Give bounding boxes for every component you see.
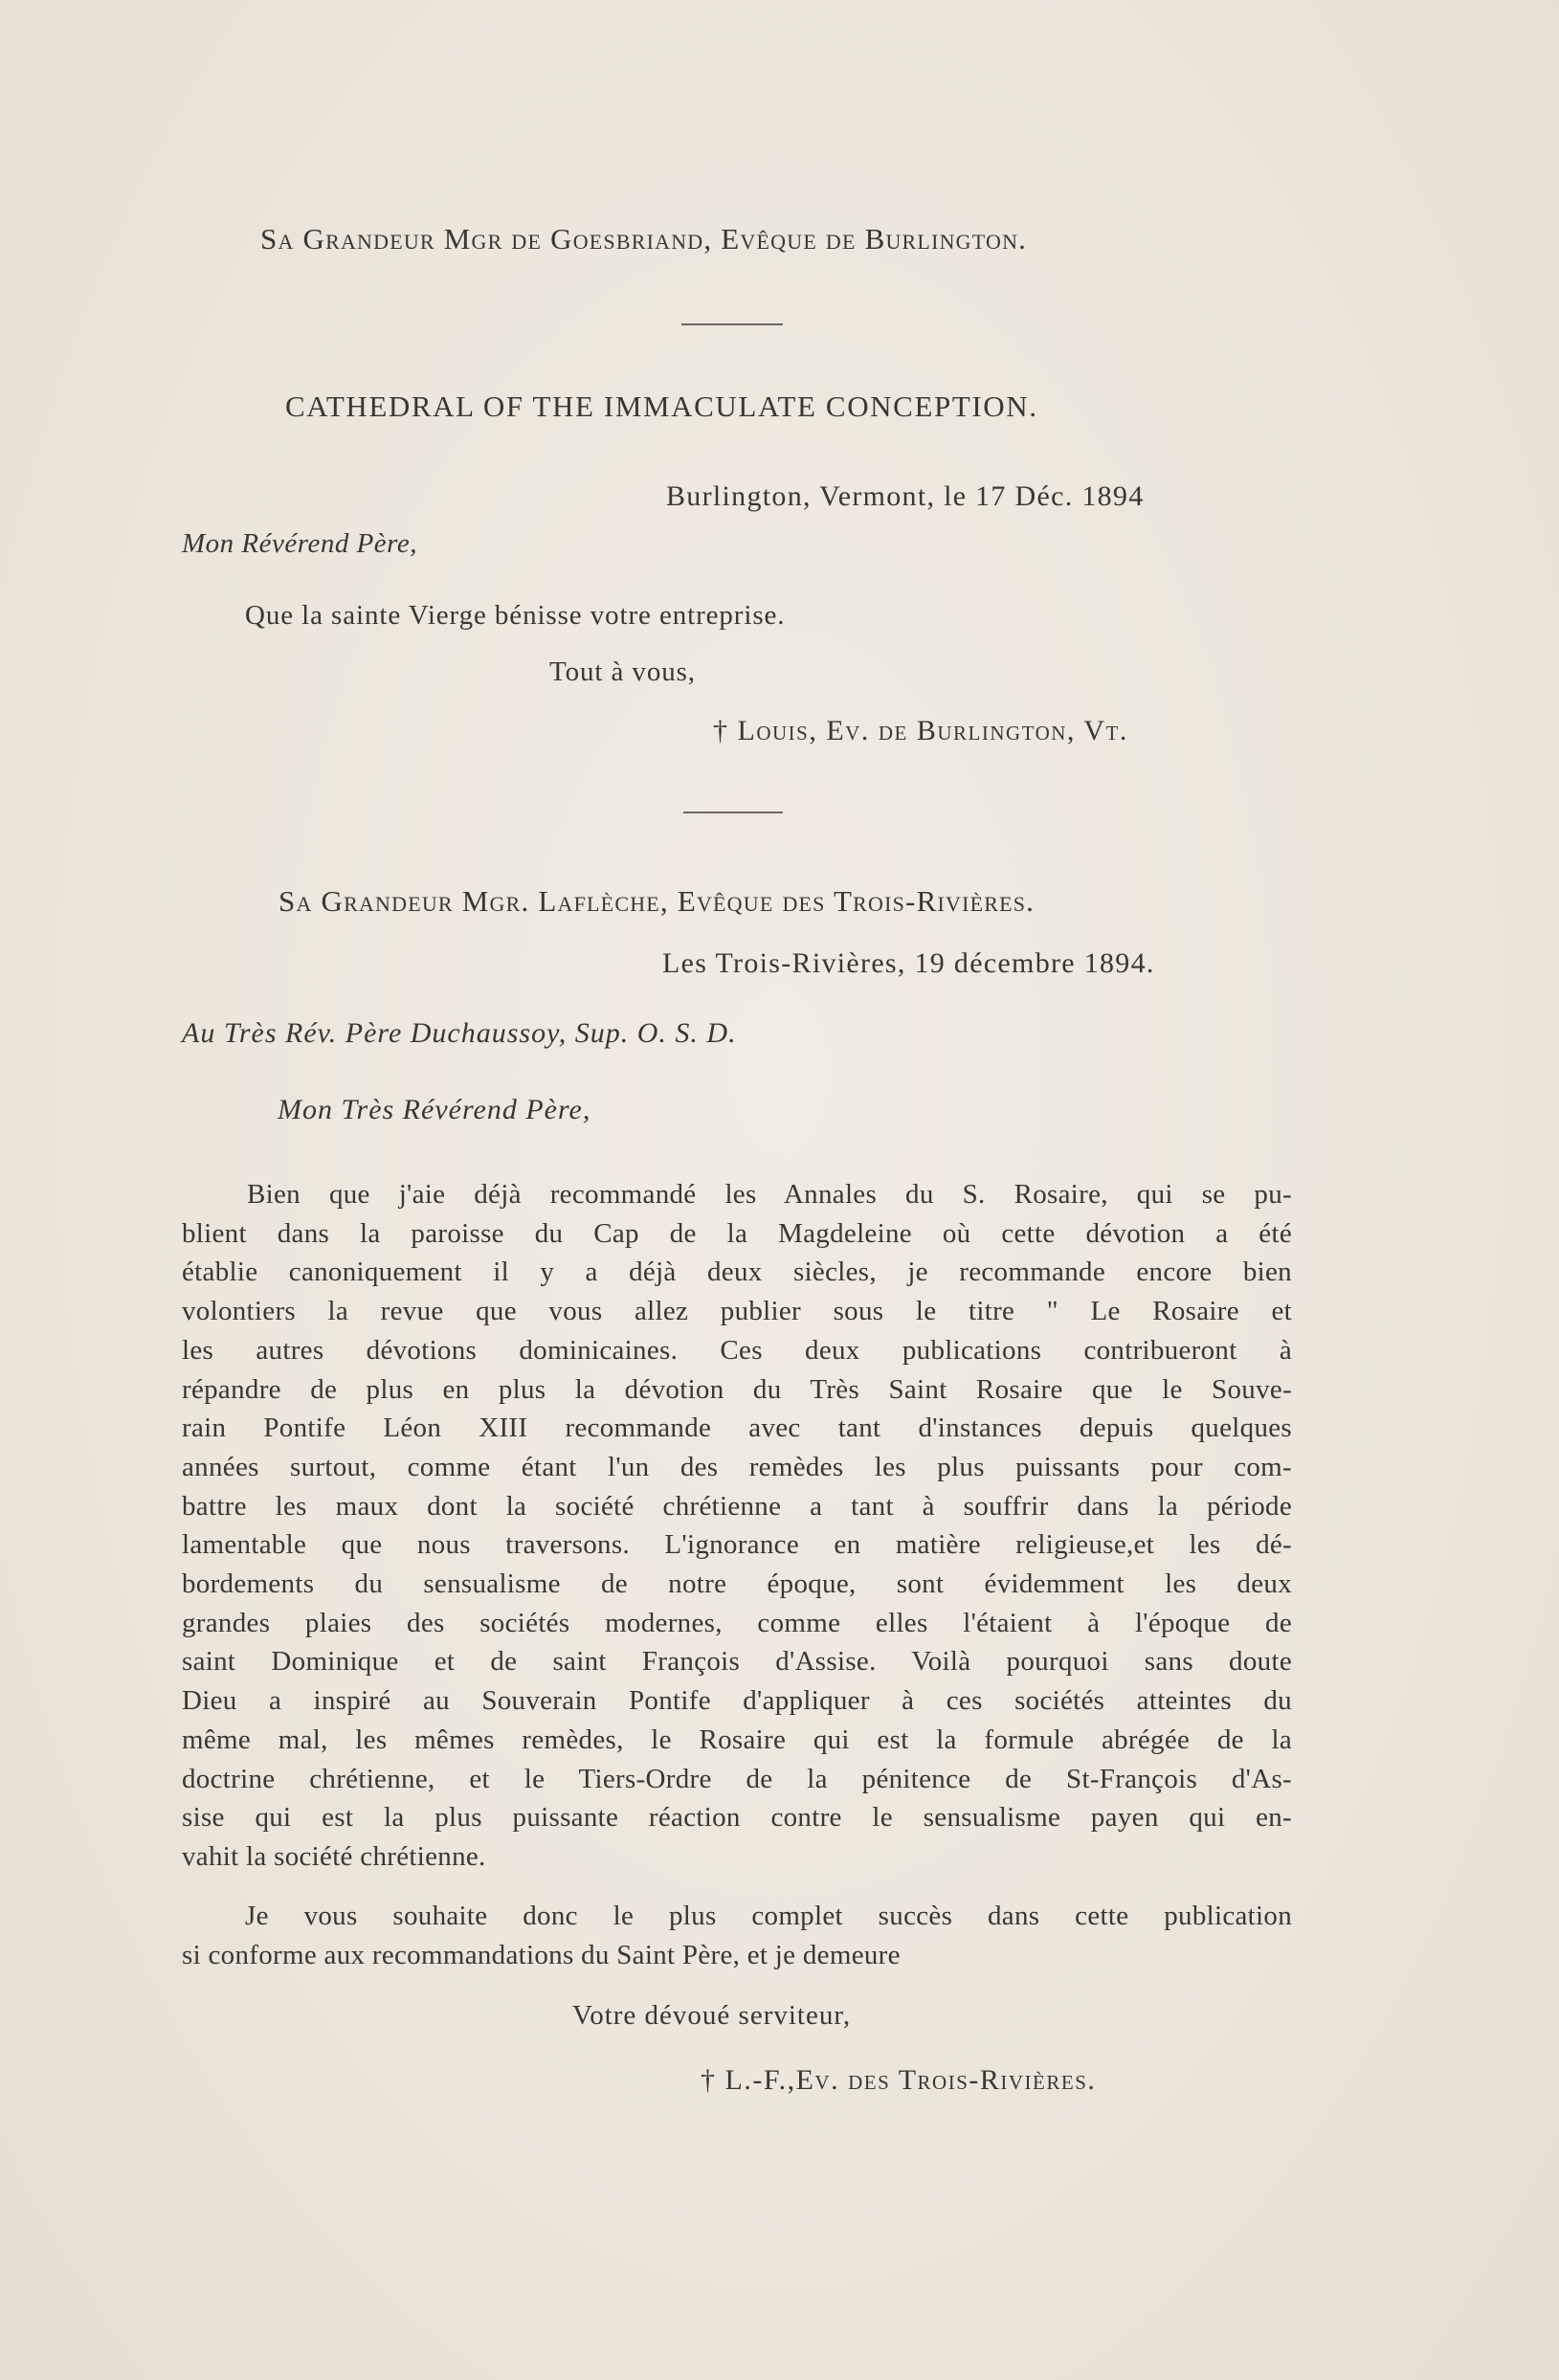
letter2-addressee: Au Très Rév. Père Duchaussoy, Sup. O. S. D. [182,1017,737,1049]
letter2-heading: Sa Grandeur Mgr. Laflèche, Evêque des Trois-Rivières. [278,884,1036,918]
letter2-closing: Votre dévoué serviteur, [572,2000,852,2031]
letter2-paragraph-2 [182,1897,1292,1974]
letter1-closing: Tout à vous, [549,656,696,687]
letter2-place-date: Les Trois-Rivières, 19 décembre 1894. [662,947,1155,979]
paragraph-line: vahit la société chrétienne. [182,1840,486,1872]
paragraph-line: années surtout, comme étant l'un des remèdes les plus puissants pour com- [182,1451,1292,1482]
letter2-paragraph-1 [182,1175,1292,1877]
paragraph-line: rain Pontife Léon XIII recommande avec tant d'instances depuis quelques [182,1412,1292,1444]
paragraph-line: Bien que j'aie déjà recommandé les Annales du S. Rosaire, qui se pu- [247,1179,1292,1210]
letter1-body: Que la sainte Vierge bénisse votre entreprise. [245,600,786,631]
paragraph-line: si conforme aux recommandations du Saint Père, et je demeure [182,1939,901,1970]
letter2-signature: † L.-F.,Ev. des Trois-Rivières. [701,2064,1097,2096]
letter1-salutation: Mon Révérend Père, [182,528,417,559]
paragraph-line: grandes plaies des sociétés modernes, comme elles l'étaient à l'époque de [182,1607,1292,1638]
paragraph-line: Dieu a inspiré au Souverain Pontife d'appliquer à ces sociétés atteintes du [182,1685,1292,1717]
paragraph-line: blient dans la paroisse du Cap de la Magdeleine où cette dévotion a été [182,1217,1292,1249]
paragraph-line: volontiers la revue que vous allez publier sous le titre " Le Rosaire et [182,1296,1292,1327]
paragraph-line: doctrine chrétienne, et le Tiers-Ordre de la pénitence de St-François d'As- [182,1763,1292,1794]
letter2-salutation: Mon Très Révérend Père, [278,1094,591,1125]
letter1-heading: Sa Grandeur Mgr de Goesbriand, Evêque de Burlington. [260,222,1028,256]
paragraph-line: saint Dominique et de saint François d'Assise. Voilà pourquoi sans doute [182,1646,1292,1678]
paragraph-line: répandre de plus en plus la dévotion du Très Saint Rosaire que le Souve- [182,1373,1292,1405]
paragraph-line: battre les maux dont la société chrétienne a tant à souffrir dans la période [182,1490,1292,1522]
divider-between-letters [683,812,783,813]
short-divider-1 [681,323,783,325]
paragraph-line: même mal, les mêmes remèdes, le Rosaire qui est la formule abrégée de la [182,1724,1292,1755]
paragraph-line: les autres dévotions dominicaines. Ces deux publications contribueront à [182,1334,1292,1366]
letter1-place-date: Burlington, Vermont, le 17 Déc. 1894 [666,480,1145,512]
paragraph-line: lamentable que nous traversons. L'ignorance en matière religieuse,et les dé- [182,1529,1292,1561]
letter1-institution: CATHEDRAL OF THE IMMACULATE CONCEPTION. [285,389,1038,423]
letter1-signature: † Louis, Ev. de Burlington, Vt. [713,715,1128,746]
paragraph-line: bordements du sensualisme de notre époque, sont évidemment les deux [182,1568,1292,1600]
paragraph-line: Je vous souhaite donc le plus complet succès dans cette publication [245,1901,1292,1931]
paragraph-line: établie canoniquement il y a déjà deux siècles, je recommande encore bien [182,1257,1292,1288]
paragraph-line: sise qui est la plus puissante réaction contre le sensualisme payen qui en- [182,1802,1292,1834]
